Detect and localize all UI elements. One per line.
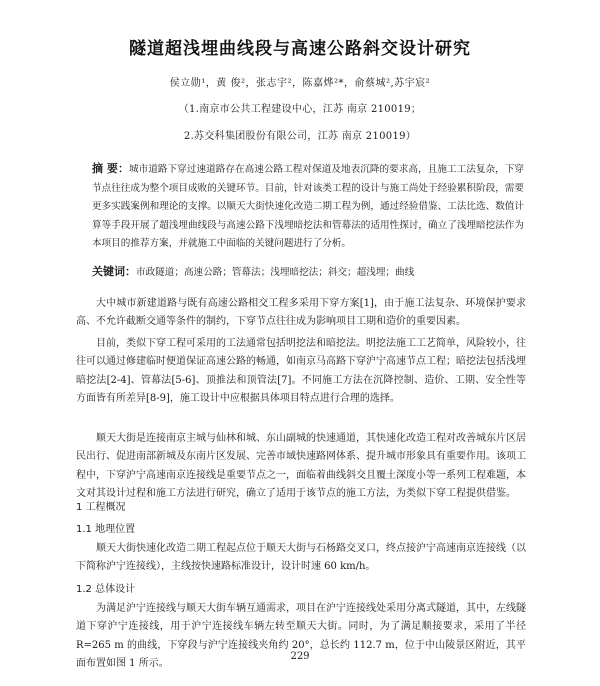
paragraph-design: 为满足沪宁连接线与顺天大街车辆互通需求，项目在沪宁连接线处采用分离式隧道，其中，左线隧道下穿沪宁连接线，用于沪宁连接线车辆左转至顺天大街。同时，为了满足顺接要求，采用了半径 R=265 m 的曲线，下穿段与沪宁连接线夹角约 20°，总长约 112.7 m，位于中山陵景区附近，其平面布置如图 1 所示。 [76, 603, 526, 670]
section-heading-1: 1 工程概况 [76, 502, 126, 513]
paper-title: 隧道超浅埋曲线段与高速公路斜交设计研究 [129, 39, 471, 59]
section-heading-1-2: 1.2 总体设计 [76, 584, 136, 595]
affiliation-1: （1.南京市公共工程建设中心，江苏 南京 210019； [178, 104, 422, 115]
paragraph-project: 顺天大街是连接南京主城与仙林和城、东山副城的快速通道，其快速化改造工程对改善城东片区居民出行、促进南部新城及东南片区发展、完善市域快速路网体系、提升城市形象具有重要作用。该项工程中，下穿沪宁高速南京连接线是重要节点之一，面临着曲线斜交且覆土深度小等一系列工程难题，本文对其设计过程和施工方法进行研究，确立了适用于该节点的施工方法，为类似下穿工程提供借鉴。 [76, 433, 526, 500]
page-number: 229 [290, 651, 310, 662]
abstract-text: 城市道路下穿过速道路存在高速公路工程对保道及地表沉降的要求高，且施工工法复杂，下穿节点往往成为整个项目成败的关键环节。目前，针对该类工程的设计与施工尚处于经验累积阶段，需要更多实践案例和理论的支撑。以顺天大街快速化改造二期工程为例，通过经验借鉴、工法比选、数值计算等手段开展了超浅埋曲线段与高速公路下浅埋暗挖法和管幕法的适用性探讨，确立了浅埋暗挖法作为本项目的推荐方案，并就施工中面临的关键问题进行了分析。 [92, 164, 524, 249]
affiliation-2: 2.苏交科集团股份有限公司，江苏 南京 210019） [183, 131, 417, 142]
abstract-label: 摘 要： [92, 162, 129, 175]
author-list: 侯立勋¹，黄 俊²，张志宇²，陈嘉烨²*，俞蔡城²,苏宇宸² [169, 78, 431, 89]
abstract [92, 160, 524, 254]
paragraph-intro: 大中城市新建道路与既有高速公路相交工程多采用下穿方案[1]，由于施工法复杂、环境保护要求高、不允许截断交通等条件的制约，下穿节点往往成为影响项目工期和造价的重要因素。 [76, 298, 526, 328]
section-heading-1-1: 1.1 地理位置 [76, 524, 136, 535]
paragraph-location: 顺天大街快速化改造二期工程起点位于顺天大街与石杨路交叉口，终点接沪宁高速南京连接线（以下简称沪宁连接线），主线按快速路标准设计，设计时速 60 km/h。 [76, 543, 526, 573]
keywords-text: 市政隧道；高速公路；管幕法；浅埋暗挖法；斜交；超浅埋；曲线 [136, 267, 415, 278]
keywords-label: 关键词： [92, 265, 136, 278]
paragraph-methods: 目前，类似下穿工程可采用的工法通常包括明挖法和暗挖法。明挖法施工工艺简单，风险较小，往往可以通过修建临时便道保证高速公路的畅通，如南京马高路下穿沪宁高速节点工程；暗挖法包括浅埋暗挖法[2-4]、管幕法[5-6]、顶推法和顶管法[7]。不同施工方法在沉降控制、造价、工期、安全性等方面皆有所差异[8-9]，施工设计中应根据具体项目特点进行合理的选择。 [76, 338, 526, 405]
keywords [92, 263, 524, 279]
